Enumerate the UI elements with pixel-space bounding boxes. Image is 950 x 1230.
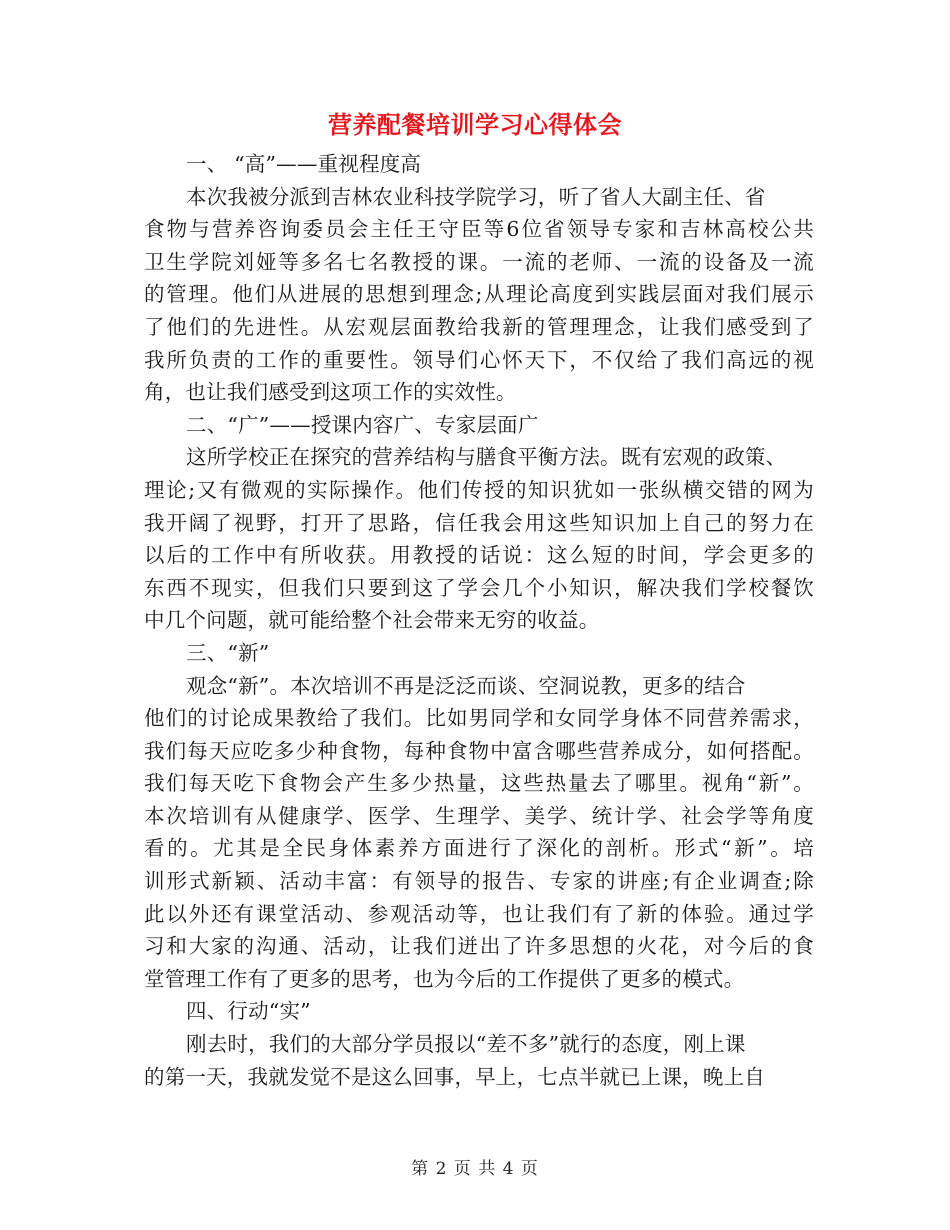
text-line: 理论;又有微观的实际操作。他们传授的知识犹如一张纵横交错的网为 bbox=[144, 477, 814, 502]
text-line: 观念“新”。本次培训不再是泛泛而谈、空洞说教，更多的结合 bbox=[186, 673, 746, 698]
text-line: 本次我被分派到吉林农业科技学院学习，听了省人大副主任、省 bbox=[186, 184, 766, 209]
text-line: 中几个问题，就可能给整个社会带来无穷的收益。 bbox=[144, 608, 600, 633]
document-title: 营养配餐培训学习心得体会 bbox=[328, 110, 622, 139]
text-line: 此以外还有课堂活动、参观活动等，也让我们有了新的体验。通过学 bbox=[144, 901, 814, 926]
text-line: 他们的讨论成果教给了我们。比如男同学和女同学身体不同营养需求， bbox=[144, 706, 814, 731]
text-line: 的管理。他们从进展的思想到理念;从理论高度到实践层面对我们展示 bbox=[144, 282, 814, 307]
text-line: 习和大家的沟通、活动，让我们迸出了许多思想的火花，对今后的食 bbox=[144, 934, 814, 959]
text-line: 东西不现实，但我们只要到这了学会几个小知识，解决我们学校餐饮 bbox=[144, 575, 814, 600]
document-body bbox=[144, 148, 814, 1093]
text-line: 二、“广”——授课内容广、专家层面广 bbox=[186, 412, 539, 437]
text-line: 堂管理工作有了更多的思考，也为今后的工作提供了更多的模式。 bbox=[144, 966, 745, 991]
text-line: 卫生学院刘娅等多名七名教授的课。一流的老师、一流的设备及一流 bbox=[144, 249, 814, 274]
text-line: 一、 “高”——重视程度高 bbox=[186, 152, 422, 176]
text-line: 食物与营养咨询委员会主任王守臣等6位省领导专家和吉林高校公共 bbox=[144, 217, 814, 242]
text-line: 的第一天，我就发觉不是这么回事，早上，七点半就已上课，晚上自 bbox=[144, 1064, 765, 1089]
text-line: 看的。尤其是全民身体素养方面进行了深化的剖析。形式“新”。培 bbox=[144, 836, 814, 861]
text-line: 角，也让我们感受到这项工作的实效性。 bbox=[144, 380, 517, 405]
page-footer: 第 2 页 共 4 页 bbox=[411, 1159, 539, 1179]
text-line: 了他们的先进性。从宏观层面教给我新的管理理念，让我们感受到了 bbox=[144, 314, 814, 339]
text-line: 我们每天吃下食物会产生多少热量，这些热量去了哪里。视角“新”。 bbox=[144, 771, 814, 796]
text-line: 本次培训有从健康学、医学、生理学、美学、统计学、社会学等角度 bbox=[144, 803, 814, 828]
text-line: 三、“新” bbox=[186, 640, 270, 665]
text-line: 四、行动“实” bbox=[186, 999, 311, 1024]
text-line: 以后的工作中有所收获。用教授的话说：这么短的时间，学会更多的 bbox=[144, 543, 814, 568]
text-line: 训形式新颖、活动丰富：有领导的报告、专家的讲座;有企业调查;除 bbox=[144, 869, 814, 894]
text-line: 我开阔了视野，打开了思路，信任我会用这些知识加上自己的努力在 bbox=[144, 510, 814, 535]
text-line: 这所学校正在探究的营养结构与膳食平衡方法。既有宏观的政策、 bbox=[186, 445, 787, 470]
text-line: 刚去时，我们的大部分学员报以“差不多”就行的态度，刚上课 bbox=[186, 1032, 746, 1057]
text-line: 我们每天应吃多少种食物，每种食物中富含哪些营养成分，如何搭配。 bbox=[144, 738, 814, 763]
text-line: 我所负责的工作的重要性。领导们心怀天下，不仅给了我们高远的视 bbox=[144, 347, 814, 372]
